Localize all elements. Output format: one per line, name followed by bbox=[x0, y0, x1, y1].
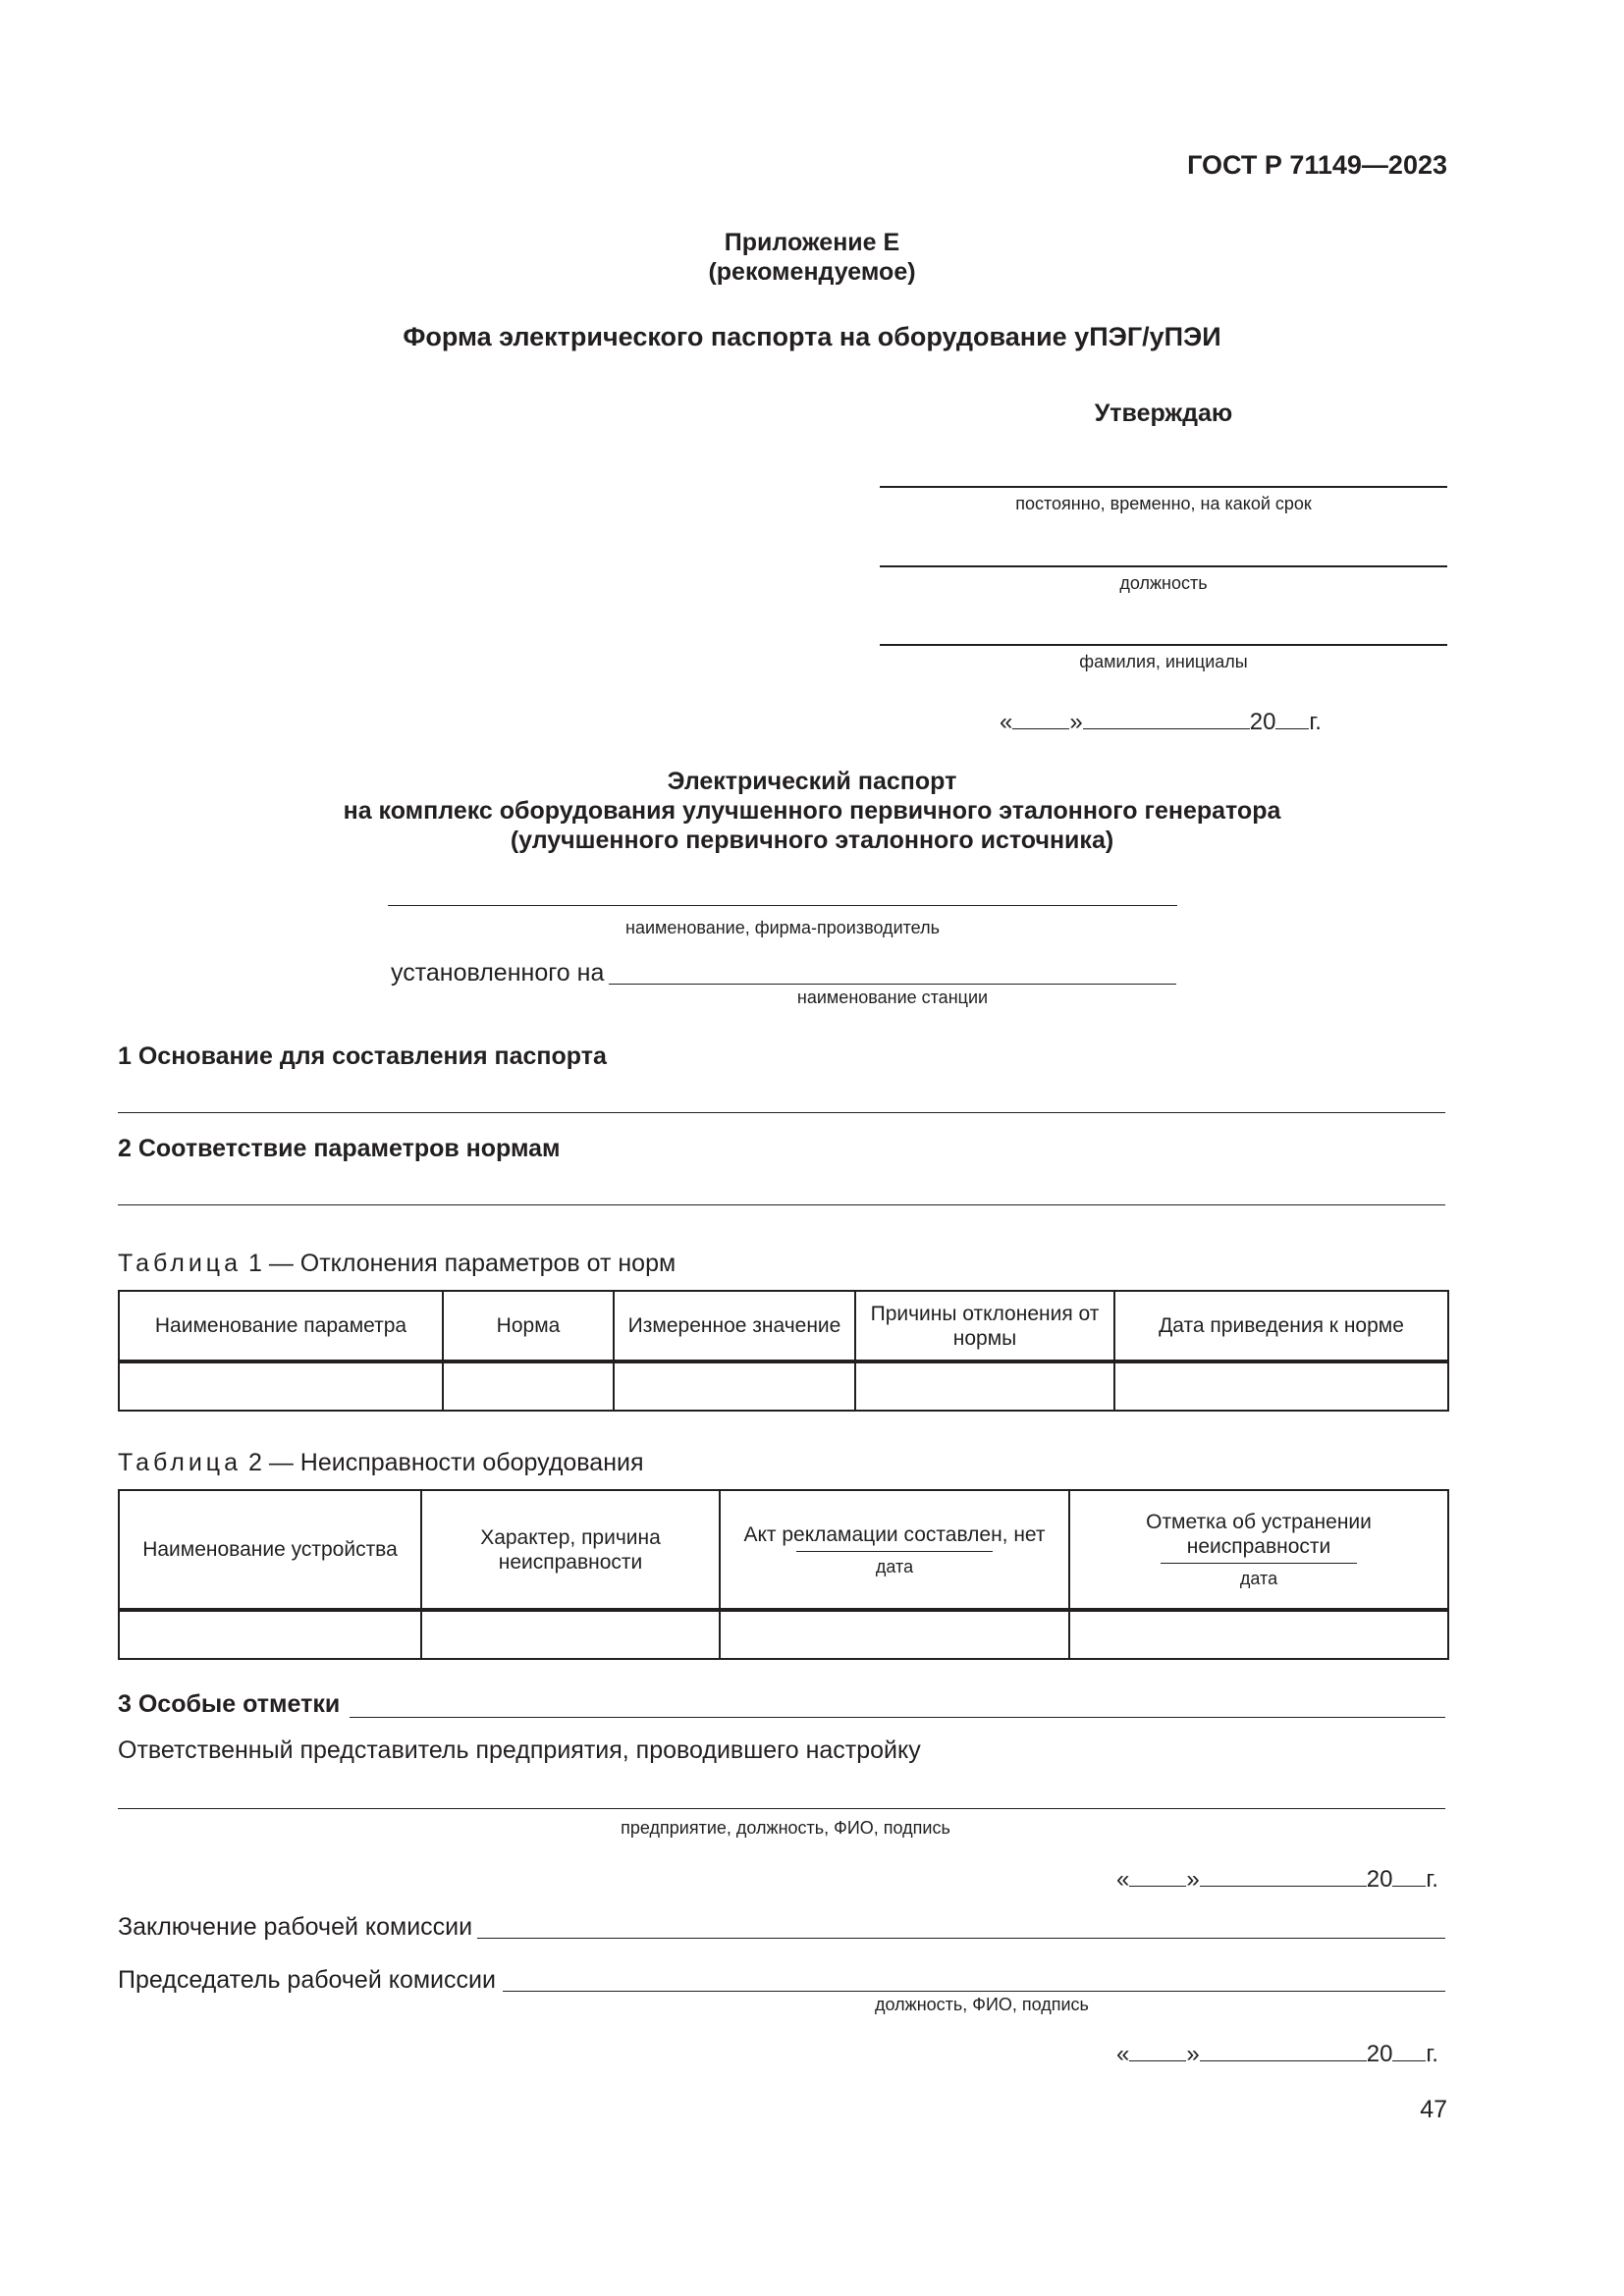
passport-subtitle: на комплекс оборудования улучшенного первичного эталонного генератора bbox=[343, 797, 1281, 825]
table-2-title: 2 — Неисправности оборудования bbox=[247, 1449, 644, 1476]
table-2-header-cell bbox=[720, 1490, 1069, 1610]
approval-date bbox=[1000, 703, 1322, 736]
date-open-quote: « bbox=[1000, 709, 1013, 735]
date-day-blank[interactable] bbox=[1129, 2035, 1186, 2061]
table-2-header-cell: Характер, причина неисправности bbox=[421, 1490, 720, 1610]
approval-term-caption: постоянно, временно, на какой срок bbox=[1015, 494, 1312, 513]
installed-label: установленного на bbox=[391, 959, 605, 987]
responsible-label: Ответственный представитель предприятия, проводившего настройку bbox=[118, 1736, 921, 1764]
section-2-heading: 2 Соответствие параметров нормам bbox=[118, 1135, 561, 1162]
date-month-blank[interactable] bbox=[1083, 703, 1250, 729]
section-1-heading: 1 Основание для составления паспорта bbox=[118, 1042, 607, 1070]
table-2-cell[interactable] bbox=[720, 1610, 1069, 1659]
form-title: Форма электрического паспорта на оборудование уПЭГ/уПЭИ bbox=[403, 322, 1221, 351]
station-name-caption: наименование станции bbox=[796, 988, 989, 1007]
table-2-date-caption: дата bbox=[796, 1551, 993, 1577]
station-name-line[interactable] bbox=[609, 984, 1176, 985]
date-close-quote: » bbox=[1069, 709, 1083, 735]
passport-title: Электрический паспорт bbox=[667, 768, 957, 795]
responsible-date bbox=[1116, 1860, 1438, 1894]
table-2-cell[interactable] bbox=[119, 1610, 421, 1659]
section-2-line[interactable] bbox=[118, 1204, 1445, 1205]
chairman-date bbox=[1116, 2035, 1438, 2068]
approval-position-line[interactable] bbox=[880, 565, 1447, 567]
date-day-blank[interactable] bbox=[1129, 1860, 1186, 1887]
table-1-cell[interactable] bbox=[855, 1362, 1114, 1411]
table-2-header-text: Акт рекламации составлен, нет bbox=[743, 1522, 1046, 1546]
table-1-header-cell: Наименование параметра bbox=[119, 1291, 443, 1362]
date-year-prefix: 20 bbox=[1366, 1866, 1393, 1893]
table-2-header-cell: Наименование устройства bbox=[119, 1490, 421, 1610]
date-open-quote: « bbox=[1116, 2041, 1130, 2067]
date-year-blank[interactable] bbox=[1392, 1860, 1426, 1887]
table-2 bbox=[118, 1489, 1449, 1660]
appendix-title: Приложение Е bbox=[724, 229, 900, 256]
table-2-cell[interactable] bbox=[1069, 1610, 1448, 1659]
section-3-heading: 3 Особые отметки bbox=[118, 1690, 341, 1718]
table-1-word: Таблица bbox=[118, 1250, 243, 1277]
table-2-header-cell bbox=[1069, 1490, 1448, 1610]
table-row bbox=[119, 1610, 1448, 1659]
approval-position-caption: должность bbox=[1119, 573, 1208, 593]
table-1-cell[interactable] bbox=[119, 1362, 443, 1411]
table-2-date-caption: дата bbox=[1161, 1563, 1357, 1589]
date-year-blank[interactable] bbox=[1392, 2035, 1426, 2061]
date-year-prefix: 20 bbox=[1249, 709, 1276, 735]
date-close-quote: » bbox=[1186, 2041, 1200, 2067]
table-1-cell[interactable] bbox=[614, 1362, 855, 1411]
table-2-caption bbox=[118, 1448, 644, 1477]
date-day-blank[interactable] bbox=[1012, 703, 1069, 729]
table-1 bbox=[118, 1290, 1449, 1412]
table-1-header-cell: Измеренное значение bbox=[614, 1291, 855, 1362]
table-1-cell[interactable] bbox=[1114, 1362, 1448, 1411]
responsible-line[interactable] bbox=[118, 1808, 1445, 1809]
table-1-header-cell: Причины отклонения от нормы bbox=[855, 1291, 1114, 1362]
table-1-caption bbox=[118, 1249, 676, 1278]
table-2-cell[interactable] bbox=[421, 1610, 720, 1659]
section-1-line[interactable] bbox=[118, 1112, 1445, 1113]
standard-designation: ГОСТ Р 71149—2023 bbox=[1187, 150, 1447, 180]
equipment-name-line[interactable] bbox=[388, 905, 1177, 906]
date-year-blank[interactable] bbox=[1275, 703, 1309, 729]
chairman-label: Председатель рабочей комиссии bbox=[118, 1966, 496, 1994]
date-month-blank[interactable] bbox=[1200, 1860, 1367, 1887]
table-row bbox=[119, 1362, 1448, 1411]
table-2-word: Таблица bbox=[118, 1449, 243, 1476]
table-1-cell[interactable] bbox=[443, 1362, 614, 1411]
date-open-quote: « bbox=[1116, 1866, 1130, 1893]
approval-name-line[interactable] bbox=[880, 644, 1447, 646]
date-suffix: г. bbox=[1309, 709, 1322, 735]
date-year-prefix: 20 bbox=[1366, 2041, 1393, 2067]
conclusion-label: Заключение рабочей комиссии bbox=[118, 1913, 473, 1941]
date-close-quote: » bbox=[1186, 1866, 1200, 1893]
date-month-blank[interactable] bbox=[1200, 2035, 1367, 2061]
appendix-status: (рекомендуемое) bbox=[708, 258, 916, 286]
table-1-header-cell: Норма bbox=[443, 1291, 614, 1362]
section-3-line[interactable] bbox=[350, 1717, 1445, 1718]
approval-name-caption: фамилия, инициалы bbox=[1079, 652, 1248, 671]
table-2-header-text: Отметка об устранении неисправности bbox=[1146, 1511, 1372, 1558]
responsible-caption: предприятие, должность, ФИО, подпись bbox=[621, 1818, 950, 1838]
approval-term-line[interactable] bbox=[880, 486, 1447, 488]
conclusion-line[interactable] bbox=[477, 1938, 1445, 1939]
passport-subtitle-2: (улучшенного первичного эталонного источника) bbox=[510, 827, 1114, 854]
date-suffix: г. bbox=[1426, 2041, 1438, 2067]
table-1-title: 1 — Отклонения параметров от норм bbox=[247, 1250, 677, 1277]
table-1-header-cell: Дата приведения к норме bbox=[1114, 1291, 1448, 1362]
approval-title: Утверждаю bbox=[1094, 400, 1233, 427]
equipment-name-caption: наименование, фирма-производитель bbox=[625, 918, 940, 937]
chairman-line[interactable] bbox=[503, 1991, 1445, 1992]
page-number: 47 bbox=[1420, 2096, 1447, 2123]
chairman-caption: должность, ФИО, подпись bbox=[875, 1995, 1089, 2014]
date-suffix: г. bbox=[1426, 1866, 1438, 1893]
